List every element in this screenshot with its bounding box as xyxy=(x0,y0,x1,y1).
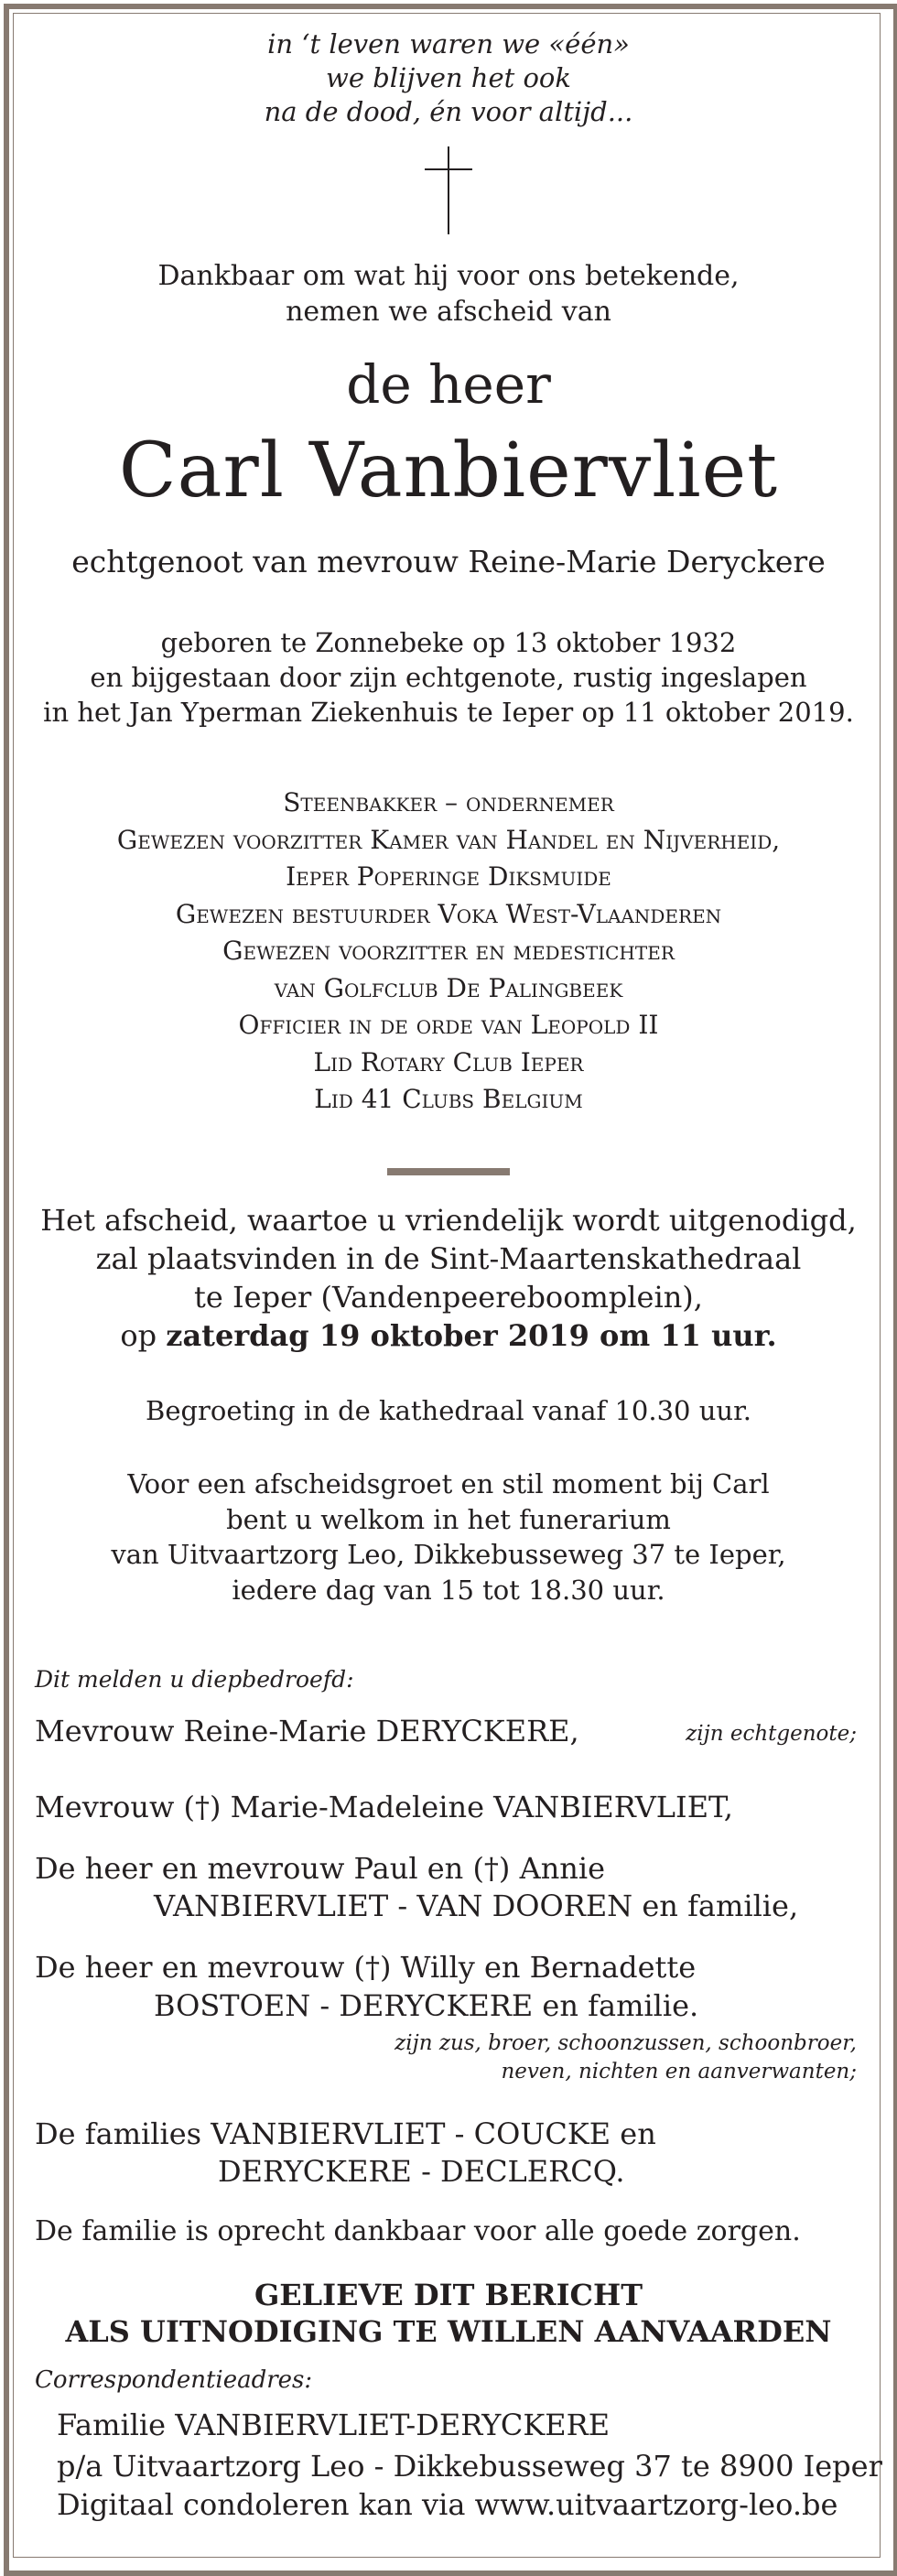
deceased-name: Carl Vanbiervliet xyxy=(118,428,779,514)
request-line: ALS UITNODIGING TE WILLEN AANVAARDEN xyxy=(65,2314,832,2349)
title-item: Gewezen voorzitter en medestichter xyxy=(222,936,675,966)
salutation: de heer xyxy=(346,353,551,416)
title-item: Steenbakker – ondernemer xyxy=(283,787,614,817)
farewell-line: zal plaatsvinden in de Sint-Maartenskathedraal xyxy=(95,1241,802,1276)
intro-line: Dankbaar om wat hij voor ons betekende, xyxy=(157,260,740,292)
family-role: zijn zus, broer, schoonzussen, schoonbroer, xyxy=(394,2031,857,2055)
farewell-line: te Ieper (Vandenpeereboomplein), xyxy=(194,1280,703,1315)
family-member: Mevrouw Reine-Marie DERYCKERE, xyxy=(35,1714,579,1748)
thanks-line: De familie is oprecht dankbaar voor alle goede zorgen. xyxy=(35,2215,801,2247)
section-divider xyxy=(387,1168,510,1175)
title-item: Lid 41 Clubs Belgium xyxy=(314,1084,583,1114)
visit-line: Voor een afscheidsgroet en stil moment bij Carl xyxy=(127,1468,770,1499)
family-member: De families VANBIERVLIET - COUCKE en xyxy=(35,2116,656,2151)
family-member: De heer en mevrouw Paul en (†) Annie xyxy=(35,1851,606,1886)
farewell-line: Het afscheid, waartoe u vriendelijk wordt uitgenodigd, xyxy=(40,1203,857,1238)
spouse-line: echtgenoot van mevrouw Reine-Marie Deryckere xyxy=(71,544,826,579)
birth-and-death-info xyxy=(37,625,860,730)
correspondence-label: Correspondentieadres: xyxy=(35,2366,313,2394)
title-item: van Golfclub De Palingbeek xyxy=(274,972,623,1003)
condolence-website: Digitaal condoleren kan via www.uitvaartzorg-leo.be xyxy=(57,2487,838,2522)
birth-line: en bijgestaan door zijn echtgenote, rustig ingeslapen xyxy=(90,662,807,693)
latin-cross-icon xyxy=(423,145,474,236)
intro-line: nemen we afscheid van xyxy=(286,296,611,328)
family-member: De heer en mevrouw (†) Willy en Bernadette xyxy=(35,1950,697,1985)
poem xyxy=(37,27,860,129)
family-member: VANBIERVLIET - VAN DOOREN en familie, xyxy=(154,1889,799,1923)
title-item: Gewezen bestuurder Voka West-Vlaanderen xyxy=(175,898,722,929)
visit-line: van Uitvaartzorg Leo, Dikkebusseweg 37 te Ieper, xyxy=(111,1539,786,1570)
birth-line: in het Jan Yperman Ziekenhuis te Ieper op 11 oktober 2019. xyxy=(43,697,854,728)
title-item: Lid Rotary Club Ieper xyxy=(313,1046,584,1077)
family-member: DERYCKERE - DECLERCQ. xyxy=(218,2154,625,2189)
family-role: zijn echtgenote; xyxy=(686,1722,857,1746)
title-item: Gewezen voorzitter Kamer van Handel en Nijverheid, xyxy=(116,824,781,855)
funeral-date-line xyxy=(37,1316,860,1355)
correspondence-name: Familie VANBIERVLIET-DERYCKERE xyxy=(57,2408,611,2442)
request-line: GELIEVE DIT BERICHT xyxy=(254,2278,643,2312)
visit-line: iedere dag van 15 tot 18.30 uur. xyxy=(232,1574,665,1606)
title-item: Officier in de orde van Leopold II xyxy=(238,1010,659,1040)
intro xyxy=(37,258,860,330)
titles-list xyxy=(37,785,860,1119)
family-role: neven, nichten en aanverwanten; xyxy=(501,2060,857,2084)
notify-label: Dit melden u diepbedroefd: xyxy=(35,1666,354,1693)
visit-line: bent u welkom in het funerarium xyxy=(226,1503,671,1535)
poem-line: in ‘t leven waren we «één» xyxy=(267,28,630,60)
funeral-invitation xyxy=(37,1201,860,1355)
poem-line: we blijven het ook xyxy=(326,62,571,93)
poem-line: na de dood, én voor altijd... xyxy=(264,96,633,127)
title-item: Ieper Poperinge Diksmuide xyxy=(286,861,611,892)
greeting-info: Begroeting in de kathedraal vanaf 10.30 uur. xyxy=(146,1395,751,1426)
funeral-date: zaterdag 19 oktober 2019 om 11 uur. xyxy=(166,1318,777,1353)
visit-info xyxy=(37,1467,860,1607)
family-member: Mevrouw (†) Marie-Madeleine VANBIERVLIET, xyxy=(35,1790,733,1824)
family-member: BOSTOEN - DERYCKERE en familie. xyxy=(154,1988,699,2023)
correspondence-address: p/a Uitvaartzorg Leo - Dikkebusseweg 37 te 8900 Ieper xyxy=(57,2449,882,2484)
birth-line: geboren te Zonnebeke op 13 oktober 1932 xyxy=(160,627,737,658)
funeral-date-prefix: op xyxy=(120,1318,157,1353)
